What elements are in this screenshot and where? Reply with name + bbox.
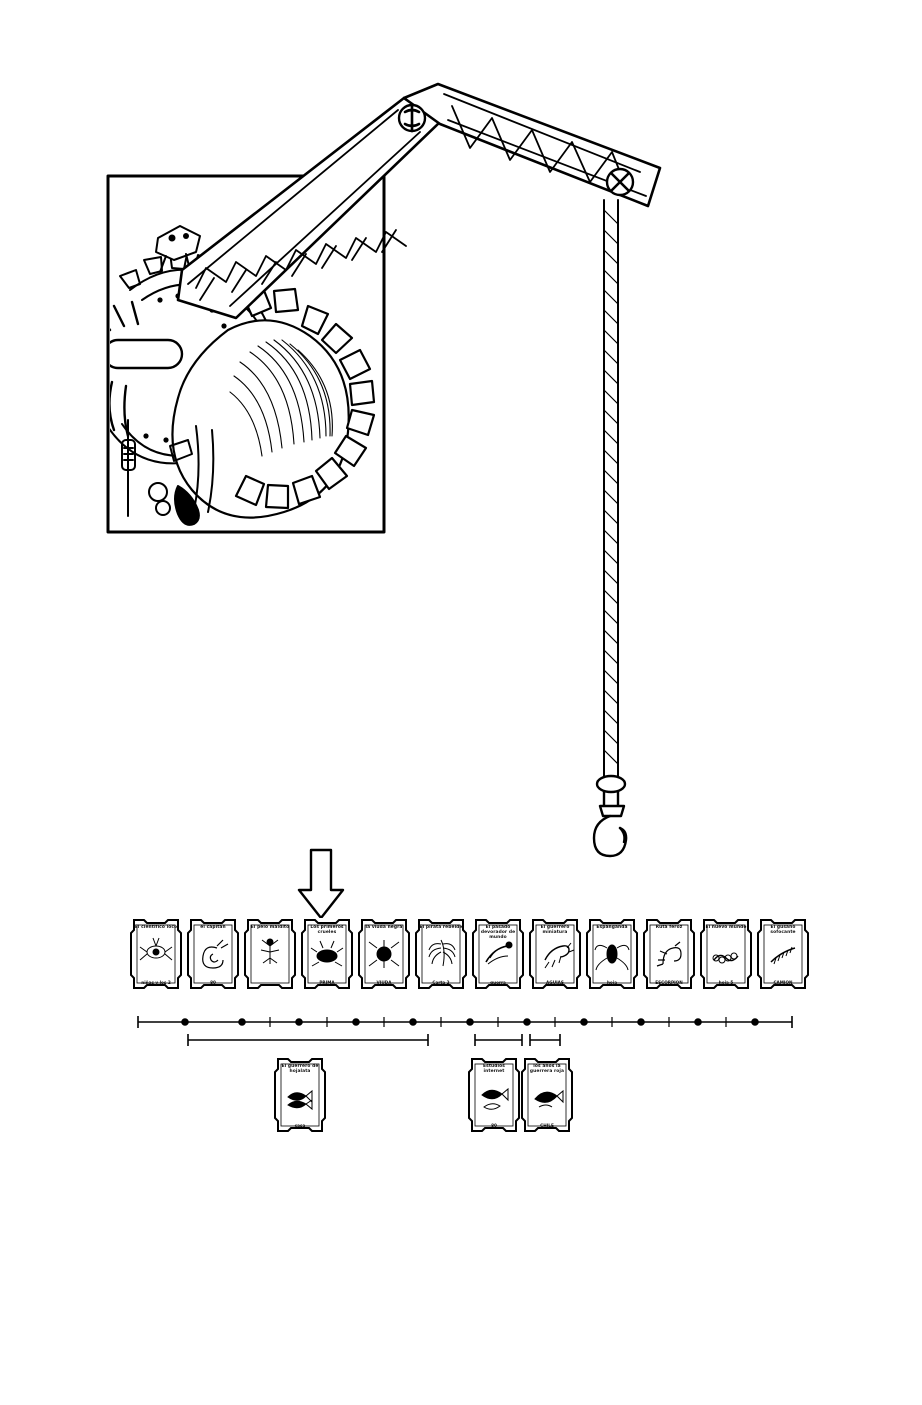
card-title: El pasado devorador de mundo [480, 925, 516, 941]
card-footer: Carta 2 [432, 980, 450, 985]
card-title: El pelo maldito [250, 925, 290, 930]
card-item[interactable] [472, 918, 524, 990]
card-title: la viuda negra [365, 925, 403, 930]
boom-tip-pulley [607, 169, 633, 195]
card-title: los años la guerrera roja [529, 1064, 565, 1075]
card-footer: VIUDA [376, 980, 392, 985]
card-footer: PRIMA [319, 980, 335, 985]
card-item[interactable] [468, 1057, 520, 1133]
card-title: El pirata rebelde [419, 925, 463, 930]
card-title: El guerrero miniatura [540, 925, 570, 936]
down-arrow [296, 848, 346, 920]
card-title: Los primeros crueles [310, 925, 344, 936]
card-item[interactable] [301, 918, 353, 990]
hook [594, 776, 626, 856]
card-title: el capitan [200, 925, 226, 930]
card-title: El nuevo mundo [705, 925, 747, 930]
card-footer: 80 [210, 980, 216, 985]
card-item[interactable] [521, 1057, 573, 1133]
card-title: El gusano sofocante [770, 925, 796, 936]
card-item[interactable] [358, 918, 410, 990]
card-footer: casa [294, 1123, 306, 1128]
card-item[interactable] [757, 918, 809, 990]
card-item[interactable] [586, 918, 638, 990]
card-footer: hoja 5 [718, 980, 734, 985]
card-footer: AGUJAS [546, 980, 564, 985]
card-item[interactable] [643, 918, 695, 990]
card-footer: 80 [491, 1123, 497, 1128]
card-footer: CHILE [540, 1123, 554, 1128]
card-item[interactable] [529, 918, 581, 990]
card-footer: guerra [490, 980, 506, 985]
card-footer: hoja [606, 980, 618, 985]
card-title: El guerrero de hojalata [281, 1064, 319, 1075]
card-item[interactable] [130, 918, 182, 990]
card-item[interactable] [700, 918, 752, 990]
card-title: Espanganda [596, 925, 628, 930]
card-item[interactable] [187, 918, 239, 990]
card-title: Estudios internet [483, 1064, 505, 1075]
card-strip [130, 918, 796, 1008]
lower-card-group [130, 1055, 800, 1155]
card-item[interactable] [244, 918, 296, 990]
card-footer: CAMION [773, 980, 793, 985]
card-title: Ruta feroz [655, 925, 683, 930]
card-footer: niñas y los 2 [141, 980, 171, 985]
rope [604, 200, 618, 780]
card-title: El cientifico loco [134, 925, 178, 930]
card-footer: ESCORPION [655, 980, 683, 985]
card-item[interactable] [274, 1057, 326, 1133]
crane-boom [399, 84, 660, 206]
pulley-wheel [399, 105, 425, 131]
card-item[interactable] [415, 918, 467, 990]
